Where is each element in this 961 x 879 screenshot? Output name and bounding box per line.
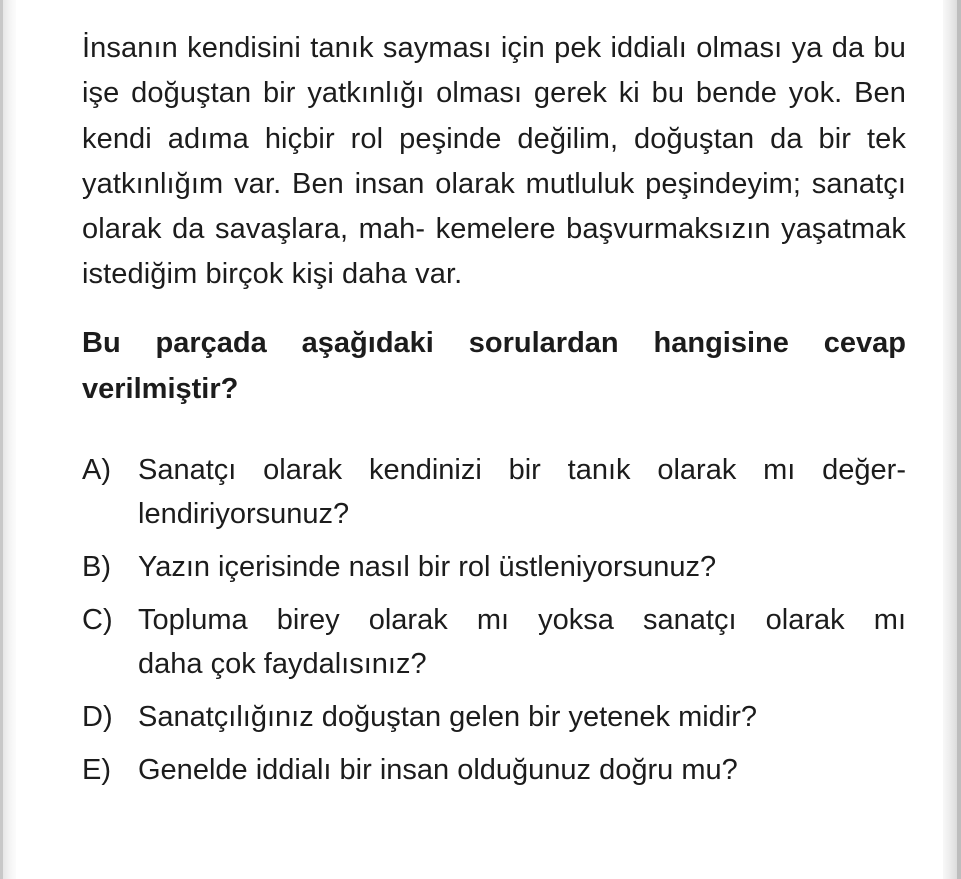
option-text-line-1: Topluma birey olarak mı yoksa sanatçı olarak mı xyxy=(138,603,906,636)
question-stem xyxy=(82,320,906,412)
option-d[interactable] xyxy=(82,695,906,739)
option-letter: B) xyxy=(82,550,111,583)
option-text-line-1: Sanatçı olarak kendinizi bir tanık olarak mı değer- xyxy=(138,453,906,486)
option-text: Sanatçılığınız doğuştan gelen bir yetenek midir? xyxy=(138,700,758,733)
answer-options xyxy=(82,448,906,792)
option-c[interactable] xyxy=(82,598,906,686)
option-letter: E) xyxy=(82,753,111,786)
option-text: Yazın içerisinde nasıl bir rol üstleniyorsunuz? xyxy=(138,550,717,583)
option-text-line-2: lendiriyorsunuz? xyxy=(138,497,350,530)
option-text xyxy=(138,448,906,536)
option-text xyxy=(138,598,906,686)
option-text: Genelde iddialı bir insan olduğunuz doğru mu? xyxy=(138,753,738,786)
option-b[interactable] xyxy=(82,545,906,589)
option-letter: C) xyxy=(82,603,113,636)
option-letter: A) xyxy=(82,453,111,486)
option-e[interactable] xyxy=(82,748,906,792)
question-stem-line-1: Bu parçada aşağıdaki sorulardan hangisine cevap xyxy=(82,326,906,359)
question-card xyxy=(82,26,906,801)
option-letter: D) xyxy=(82,700,113,733)
reading-passage: İnsanın kendisini tanık sayması için pek iddialı olması ya da bu işe doğuştan bir yatkınlığı olması gerek ki bu bende yok. Ben kendi adıma hiçbir rol peşinde değilim, doğuştan da bir tek yatkınlığım var. Ben insan olarak mutluluk peşindeyim; sanatçı olarak da savaşlara, mah- kemelere başvurmaksızın yaşatmak istediğim birçok kişi daha var. xyxy=(82,32,906,291)
question-stem-line-2: verilmiştir? xyxy=(82,372,239,405)
option-a[interactable] xyxy=(82,448,906,536)
option-text-line-2: daha çok faydalısınız? xyxy=(138,647,427,680)
page-left-edge xyxy=(0,0,16,879)
page-right-edge xyxy=(943,0,961,879)
